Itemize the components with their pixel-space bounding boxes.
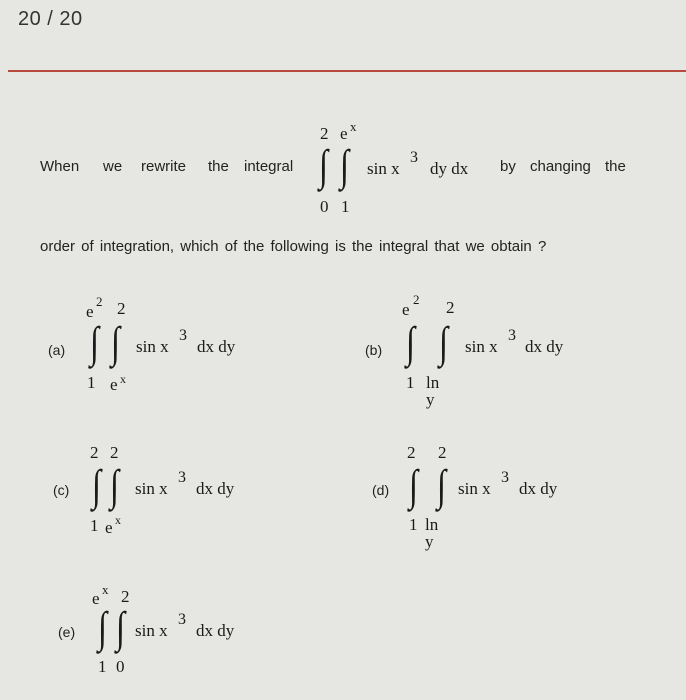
outer-lower-limit: 0 (320, 197, 329, 216)
differentials: dy dx (430, 159, 469, 178)
outer-lower-limit: 1 (409, 515, 418, 534)
integrand: sin x (367, 159, 400, 178)
integrand: sin x (458, 479, 491, 498)
integrand-power: 3 (410, 149, 418, 166)
question-word: rewrite (141, 158, 187, 175)
option-c-label[interactable]: (c) (53, 482, 70, 498)
integral-sign-outer: ∫ (409, 461, 419, 510)
outer-upper-limit: 2 (320, 124, 329, 143)
outer-upper-limit: e (92, 589, 100, 608)
differentials: dx dy (525, 337, 564, 356)
differentials: dx dy (196, 621, 235, 640)
integrand: sin x (135, 621, 168, 640)
option-d-label[interactable]: (d) (372, 482, 390, 498)
inner-lower-limit: 0 (116, 657, 125, 676)
question-word: we (103, 158, 123, 175)
option-b-label[interactable]: (b) (365, 342, 383, 358)
integrand-power: 3 (501, 469, 509, 486)
inner-upper-limit: 2 (110, 443, 119, 462)
differentials: dx dy (519, 479, 558, 498)
inner-lower-limit: ln y (425, 515, 439, 551)
inner-lower-exponent: x (115, 513, 121, 527)
question-text-line2: order of integration, which of the following is the integral that we obtain ? (40, 238, 547, 255)
outer-upper-limit: 2 (90, 443, 99, 462)
integrand-power: 3 (178, 611, 186, 628)
outer-upper-exponent: x (102, 582, 109, 597)
inner-upper-limit: e (340, 124, 348, 143)
header-divider (8, 70, 686, 72)
inner-lower-limit: e (110, 375, 118, 394)
inner-upper-limit: 2 (446, 298, 455, 317)
outer-lower-limit: 1 (87, 373, 96, 392)
integral-sign-outer: ∫ (98, 603, 108, 652)
integral-sign-inner: ∫ (437, 461, 447, 510)
integrand-power: 3 (179, 327, 187, 344)
integral-sign-outer: ∫ (319, 141, 329, 190)
option-a-label[interactable]: (a) (48, 342, 66, 358)
integral-sign-inner: ∫ (110, 461, 120, 510)
integral-sign-inner: ∫ (439, 318, 449, 367)
inner-lower-limit: ln y (426, 373, 440, 409)
integral-sign-inner: ∫ (116, 603, 126, 652)
outer-upper-limit: 2 (407, 443, 416, 462)
differentials: dx dy (196, 479, 235, 498)
question-word: by (500, 158, 516, 175)
inner-upper-limit: 2 (121, 587, 130, 606)
question-word: integral (244, 158, 294, 175)
integral-sign-outer: ∫ (90, 318, 100, 367)
outer-lower-limit: 1 (98, 657, 107, 676)
inner-lower-limit: 1 (341, 197, 350, 216)
outer-upper-limit: e (402, 300, 410, 319)
inner-upper-limit: 2 (438, 443, 447, 462)
inner-upper-limit: 2 (117, 299, 126, 318)
question-word: the (208, 158, 229, 175)
differentials: dx dy (197, 337, 236, 356)
outer-upper-limit: e (86, 302, 94, 321)
inner-lower-exponent: x (120, 372, 126, 386)
integral-sign-inner: ∫ (111, 318, 121, 367)
outer-upper-exponent: 2 (413, 292, 420, 307)
integrand: sin x (465, 337, 498, 356)
integrand-power: 3 (508, 327, 516, 344)
integrand: sin x (135, 479, 168, 498)
outer-lower-limit: 1 (406, 373, 415, 392)
integral-sign-inner: ∫ (340, 141, 350, 190)
integrand-power: 3 (178, 469, 186, 486)
outer-upper-exponent: 2 (96, 294, 103, 309)
option-e-label[interactable]: (e) (58, 624, 76, 640)
question-word: the (605, 158, 626, 175)
question-word: When (40, 158, 80, 175)
inner-lower-limit: e (105, 518, 113, 537)
page-counter: 20 / 20 (18, 8, 83, 30)
integrand: sin x (136, 337, 169, 356)
integral-sign-outer: ∫ (92, 461, 102, 510)
outer-lower-limit: 1 (90, 516, 99, 535)
inner-upper-exponent: x (350, 119, 357, 134)
question-word: changing (530, 158, 591, 175)
integral-sign-outer: ∫ (406, 318, 416, 367)
